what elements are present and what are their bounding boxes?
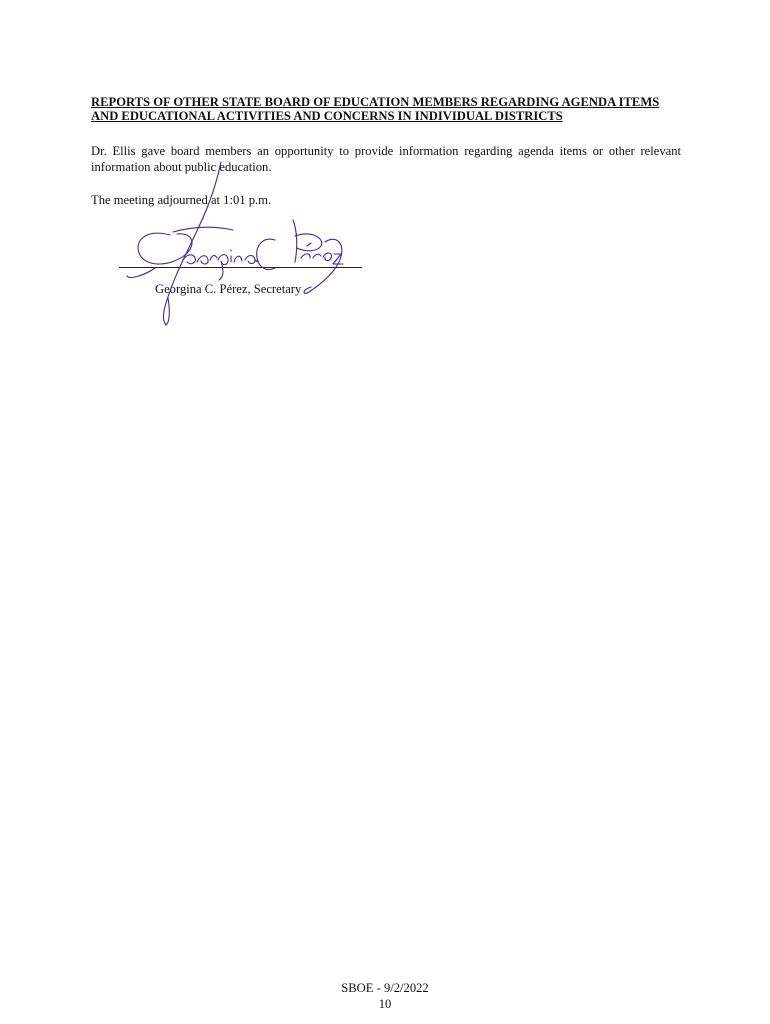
footer-label: SBOE - 9/2/2022 xyxy=(341,981,429,995)
section-heading: REPORTS OF OTHER STATE BOARD OF EDUCATION MEMBERS REGARDING AGENDA ITEMS AND EDUCATIONAL ACTIVITIES AND CONCERNS IN INDIVIDUAL DISTRICTS xyxy=(91,95,660,123)
signer-name: Georgina C. Pérez, Secretary xyxy=(155,282,302,296)
handwritten-signature xyxy=(115,150,355,335)
page-number: 10 xyxy=(378,997,392,1011)
adjournment-text: The meeting adjourned at 1:01 p.m. xyxy=(91,193,272,207)
section-paragraph: Dr. Ellis gave board members an opportunity to provide information regarding agenda items or other relevant information about public education. xyxy=(91,144,681,174)
